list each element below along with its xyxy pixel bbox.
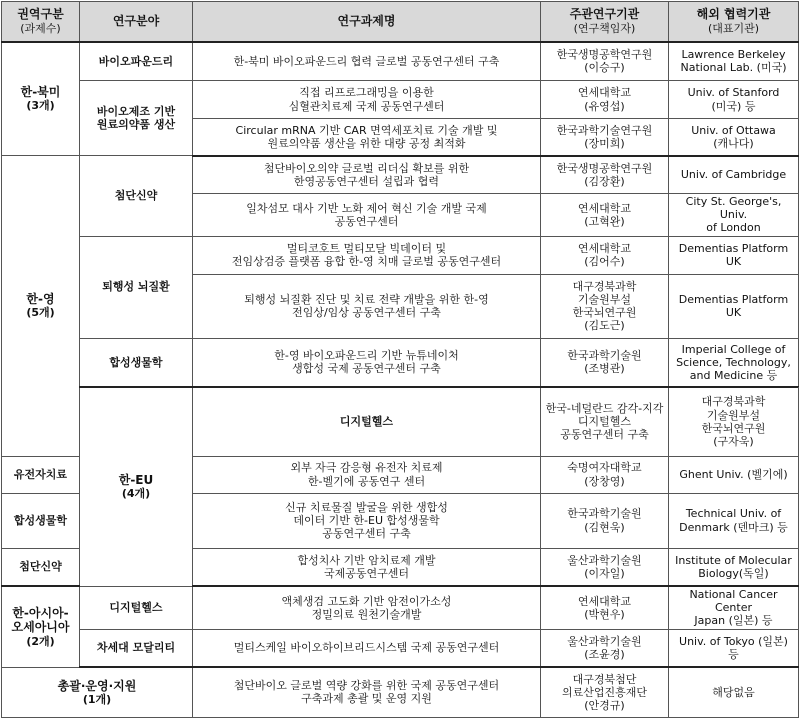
- header-field: 연구분야: [80, 2, 193, 42]
- header-region: 권역구분 (과제수): [2, 2, 80, 42]
- table-row: [2, 236, 799, 274]
- field-cell: 합성생물학: [80, 338, 193, 387]
- partner-cell: Univ. of Stanford (미국) 등: [669, 81, 799, 119]
- partner-cell: Univ. of Cambridge: [669, 156, 799, 194]
- header-title: 연구과제명: [193, 2, 541, 42]
- title-cell: 일차섬모 대사 기반 노화 제어 혁신 기술 개발 국제 공동연구센터: [193, 194, 541, 237]
- table-row: [2, 667, 799, 717]
- partner-cell: Dementias Platform UK: [669, 236, 799, 274]
- header-partner: 해외 협력기관 (대표기관): [669, 2, 799, 42]
- title-cell: 멀티코호트 멀티모달 빅데이터 및 전임상검증 플랫폼 융합 한-영 치매 글로벌 공동연구센터: [193, 236, 541, 274]
- table-row: [2, 629, 799, 667]
- title-cell: 퇴행성 뇌질환 진단 및 치료 전략 개발을 위한 한-영 전임상/임상 공동연구센터 구축: [193, 274, 541, 338]
- partner-cell: City St. George's, Univ. of London: [669, 194, 799, 237]
- field-cell: 퇴행성 뇌질환: [80, 236, 193, 338]
- region-cell: 한-아시아-오세아니아 (2개): [2, 586, 80, 667]
- region-cell: 한-EU (4개): [80, 387, 193, 586]
- field-cell: 디지털헬스: [80, 586, 193, 629]
- partner-cell: 해당없음: [669, 667, 799, 717]
- title-cell: 첨단바이오의약 글로벌 리더십 확보를 위한 한영공동연구센터 설립과 협력: [193, 156, 541, 194]
- title-cell: 외부 자극 감응형 유전자 치료제 한-벨기에 공동연구 센터: [193, 456, 541, 493]
- institution-cell: 대구경북첨단 의료산업진흥재단 (안경규): [541, 667, 669, 717]
- research-program-table: [1, 1, 799, 718]
- field-cell: 디지털헬스: [193, 387, 541, 456]
- table-row: [2, 387, 799, 456]
- institution-cell: 대구경북과학 기술원부설 한국뇌연구원 (김도근): [541, 274, 669, 338]
- title-cell: 신규 치료물질 발굴을 위한 생합성 데이터 기반 한-EU 합성생물학 공동연구센터 구축: [193, 493, 541, 548]
- field-cell: 바이오제조 기반 원료의약품 생산: [80, 81, 193, 156]
- title-cell: 합성치사 기반 암치료제 개발 국제공동연구센터: [193, 548, 541, 586]
- institution-cell: 한국과학기술원 (김현욱): [541, 493, 669, 548]
- region-cell: 한-북미 (3개): [2, 42, 80, 156]
- partner-cell: Institute of Molecular Biology(독일): [669, 548, 799, 586]
- title-cell: 액체생검 고도화 기반 암전이가소성 정밀의료 원천기술개발: [193, 586, 541, 629]
- table-row: [2, 42, 799, 81]
- field-cell: 유전자치료: [2, 456, 80, 493]
- institution-cell: 한국과학기술연구원 (장미희): [541, 119, 669, 156]
- title-cell: 멀티스케일 바이오하이브리드시스템 국제 공동연구센터: [193, 629, 541, 667]
- partner-cell: Dementias Platform UK: [669, 274, 799, 338]
- header-institution: 주관연구기관 (연구책임자): [541, 2, 669, 42]
- field-cell: 첨단신약: [2, 548, 80, 586]
- institution-cell: 울산과학기술원 (이자일): [541, 548, 669, 586]
- institution-cell: 대구경북과학 기술원부설 한국뇌연구원 (구자욱): [669, 387, 799, 456]
- institution-cell: 연세대학교 (유영섭): [541, 81, 669, 119]
- table-row: [2, 338, 799, 387]
- region-cell: 총괄·운영·지원 (1개): [2, 667, 193, 717]
- field-cell: 첨단신약: [80, 156, 193, 237]
- title-cell: 한-북미 바이오파운드리 협력 글로벌 공동연구센터 구축: [193, 42, 541, 81]
- institution-cell: 울산과학기술원 (조윤경): [541, 629, 669, 667]
- table-row: [2, 81, 799, 119]
- field-cell: 합성생물학: [2, 493, 80, 548]
- title-cell: 한국-네덜란드 감각-지각 디지털헬스 공동연구센터 구축: [541, 387, 669, 456]
- title-cell: 첨단바이오 글로벌 역량 강화를 위한 국제 공동연구센터 구축과제 총괄 및 운영 지원: [193, 667, 541, 717]
- institution-cell: 한국생명공학연구원 (이승구): [541, 42, 669, 81]
- institution-cell: 연세대학교 (김어수): [541, 236, 669, 274]
- field-cell: 차세대 모달리티: [80, 629, 193, 667]
- partner-cell: Lawrence Berkeley National Lab. (미국): [669, 42, 799, 81]
- institution-cell: 한국과학기술원 (조병관): [541, 338, 669, 387]
- field-cell: 바이오파운드리: [80, 42, 193, 81]
- title-cell: 한-영 바이오파운드리 기반 뉴튜네이처 생합성 국제 공동연구센터 구축: [193, 338, 541, 387]
- institution-cell: 연세대학교 (박현우): [541, 586, 669, 629]
- partner-cell: Univ. of Ottawa (캐나다): [669, 119, 799, 156]
- table-row: [2, 586, 799, 629]
- institution-cell: 한국생명공학연구원 (김장환): [541, 156, 669, 194]
- partner-cell: Technical Univ. of Denmark (덴마크) 등: [669, 493, 799, 548]
- region-cell: 한-영 (5개): [2, 156, 80, 457]
- table-row: [2, 156, 799, 194]
- institution-cell: 숙명여자대학교 (장창영): [541, 456, 669, 493]
- institution-cell: 연세대학교 (고혁완): [541, 194, 669, 237]
- title-cell: Circular mRNA 기반 CAR 면역세포치료 기술 개발 및 원료의약품 생산을 위한 대량 공정 최적화: [193, 119, 541, 156]
- partner-cell: National Cancer Center Japan (일본) 등: [669, 586, 799, 629]
- partner-cell: Imperial College of Science, Technology, and Medicine 등: [669, 338, 799, 387]
- partner-cell: Ghent Univ. (벨기에): [669, 456, 799, 493]
- title-cell: 직접 리프로그래밍을 이용한 심혈관치료제 국제 공동연구센터: [193, 81, 541, 119]
- partner-cell: Univ. of Tokyo (일본) 등: [669, 629, 799, 667]
